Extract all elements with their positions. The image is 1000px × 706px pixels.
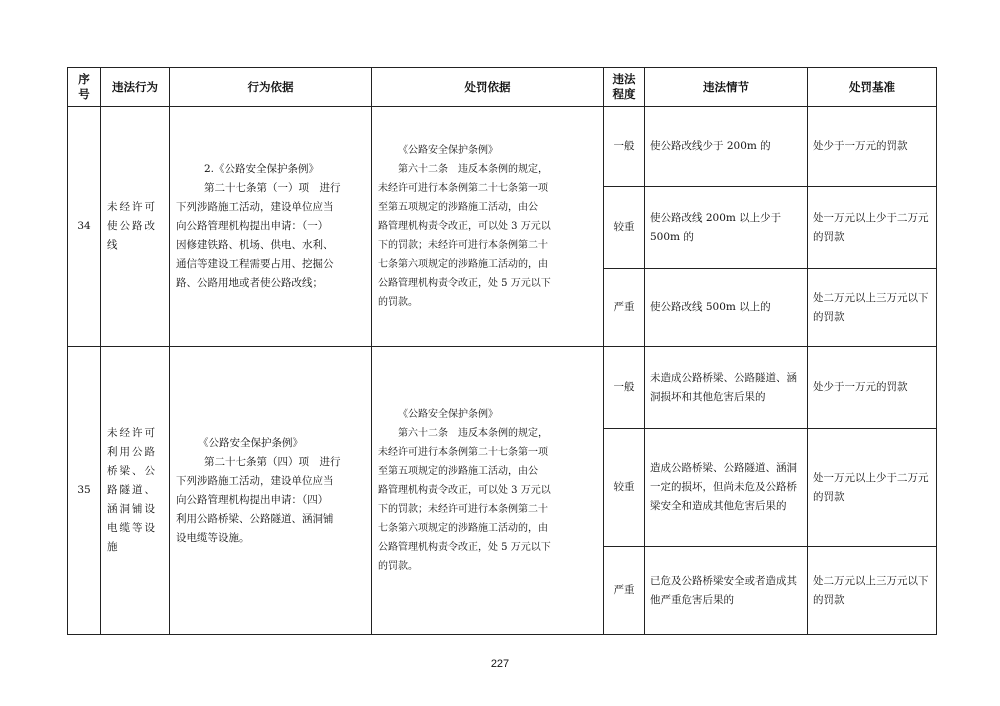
table-row <box>68 347 937 429</box>
basis-line: 设电缆等设施。 <box>176 531 250 544</box>
standard-cell: 处少于一万元的罚款 <box>808 107 937 187</box>
degree-cell: 一般 <box>604 347 645 429</box>
basis-line: 向公路管理机构提出申请：（四） <box>176 493 329 506</box>
degree-cell: 较重 <box>604 187 645 269</box>
penalty-line: 未经许可进行本条例第二十七条第一项 <box>378 447 548 458</box>
header-violation: 违法行为 <box>101 68 170 107</box>
penalty-line: 下的罚款；未经许可进行本条例第二十 <box>378 504 548 515</box>
basis-line: 下列涉路施工活动，建设单位应当 <box>176 474 334 487</box>
penalty-line: 公路管理机构责令改正，处 5 万元以下 <box>378 278 551 289</box>
circumstance-cell: 使公路改线少于 200m 的 <box>645 107 808 187</box>
penalty-line: 至第五项规定的涉路施工活动，由公 <box>378 202 538 213</box>
circumstance-cell: 使公路改线 200m 以上少于 500m 的 <box>645 187 808 269</box>
row-number: 34 <box>68 107 101 347</box>
header-circumstance: 违法情节 <box>645 68 808 107</box>
penalty-line: 路管理机构责令改正，可以处 3 万元以 <box>378 221 551 232</box>
standard-cell: 处一万元以上少于二万元的罚款 <box>808 429 937 547</box>
circumstance-cell: 已危及公路桥梁安全或者造成其他严重危害后果的 <box>645 547 808 635</box>
header-no: 序号 <box>68 68 101 107</box>
header-row <box>68 68 937 107</box>
table-row <box>68 107 937 187</box>
penalty-basis-cell <box>372 347 604 635</box>
penalty-line: 路管理机构责令改正，可以处 3 万元以 <box>378 485 551 496</box>
standard-cell: 处一万元以上少于二万元的罚款 <box>808 187 937 269</box>
penalty-line: 公路管理机构责令改正，处 5 万元以下 <box>378 542 551 553</box>
basis-line: 第二十七条第（一）项 进行 <box>204 182 341 194</box>
penalty-line: 第六十二条 违反本条例的规定， <box>398 164 548 175</box>
basis-line: 第二十七条第（四）项 进行 <box>204 455 341 468</box>
standard-cell: 处少于一万元的罚款 <box>808 347 937 429</box>
penalty-line: 的罚款。 <box>378 297 418 308</box>
penalty-line: 第六十二条 违反本条例的规定， <box>398 428 548 439</box>
basis-line: 向公路管理机构提出申请：（一） <box>176 220 329 232</box>
penalty-basis-cell <box>372 107 604 347</box>
penalty-line: 七条第六项规定的涉路施工活动的，由 <box>378 259 548 270</box>
header-penalty-basis: 处罚依据 <box>372 68 604 107</box>
basis-line: 下列涉路施工活动，建设单位应当 <box>176 201 334 213</box>
standard-cell: 处二万元以上三万元以下的罚款 <box>808 547 937 635</box>
penalty-line: 下的罚款；未经许可进行本条例第二十 <box>378 240 548 251</box>
basis-line: 利用公路桥梁、公路隧道、涵洞铺 <box>176 512 334 525</box>
circumstance-cell: 造成公路桥梁、公路隧道、涵洞一定的损坏，但尚未危及公路桥梁安全和造成其他危害后果的 <box>645 429 808 547</box>
penalty-line: 七条第六项规定的涉路施工活动的，由 <box>378 523 548 534</box>
basis-line: 2.《公路安全保护条例》 <box>204 163 320 175</box>
header-standard: 处罚基准 <box>808 68 937 107</box>
degree-cell: 严重 <box>604 547 645 635</box>
degree-cell: 较重 <box>604 429 645 547</box>
basis-line: 《公路安全保护条例》 <box>198 436 303 449</box>
penalty-line: 至第五项规定的涉路施工活动，由公 <box>378 466 538 477</box>
standard-cell: 处二万元以上三万元以下的罚款 <box>808 269 937 347</box>
degree-cell: 一般 <box>604 107 645 187</box>
basis-line: 通信等建设工程需要占用、挖掘公 <box>176 258 334 270</box>
header-degree: 违法程度 <box>604 68 645 107</box>
penalty-table <box>67 67 937 635</box>
penalty-line: 《公路安全保护条例》 <box>398 145 498 156</box>
header-basis: 行为依据 <box>170 68 372 107</box>
circumstance-cell: 使公路改线 500m 以上的 <box>645 269 808 347</box>
basis-cell <box>170 347 372 635</box>
circumstance-cell: 未造成公路桥梁、公路隧道、涵洞损坏和其他危害后果的 <box>645 347 808 429</box>
basis-cell <box>170 107 372 347</box>
violation-cell: 未经许可利用公路桥梁、公路隧道、涵洞铺设电缆等设施 <box>101 347 170 635</box>
basis-line: 路、公路用地或者使公路改线； <box>176 277 323 289</box>
penalty-line: 未经许可进行本条例第二十七条第一项 <box>378 183 548 194</box>
degree-cell: 严重 <box>604 269 645 347</box>
basis-line: 因修建铁路、机场、供电、水利、 <box>176 239 334 251</box>
penalty-line: 《公路安全保护条例》 <box>398 409 498 420</box>
penalty-line: 的罚款。 <box>378 561 418 572</box>
page-number: 227 <box>490 658 510 670</box>
violation-cell: 未经许可使公路改线 <box>101 107 170 347</box>
row-number: 35 <box>68 347 101 635</box>
